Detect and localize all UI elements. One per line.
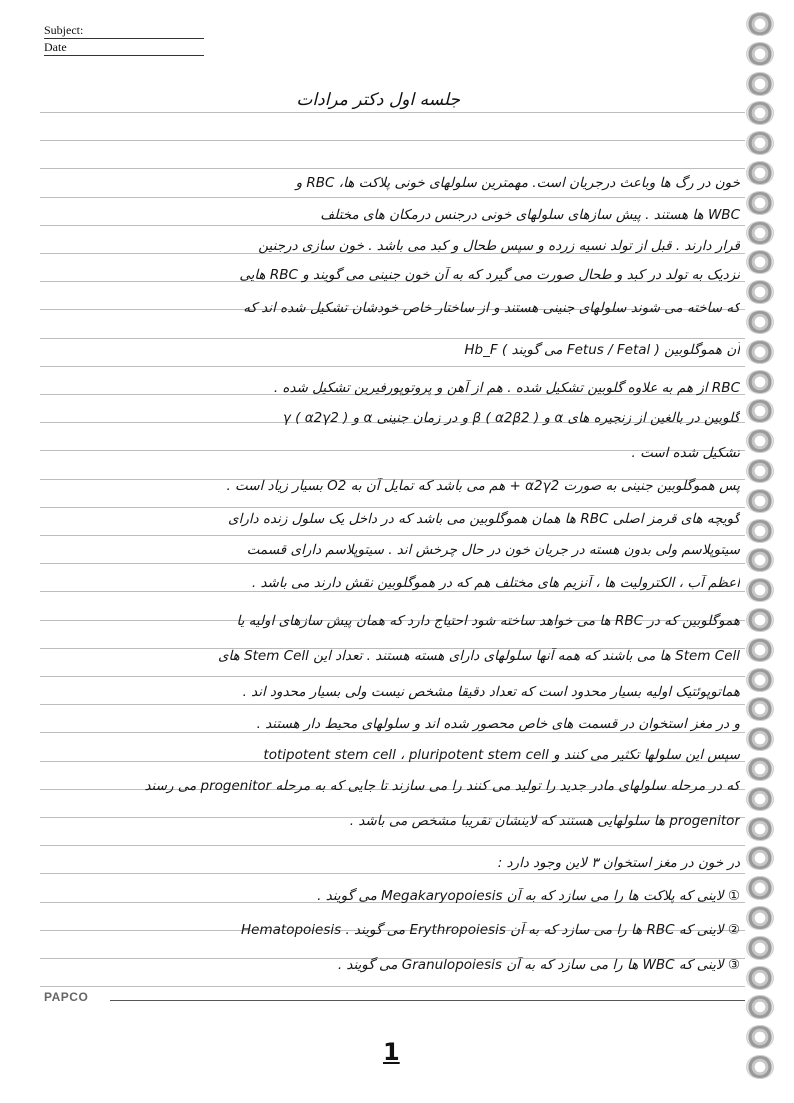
note-line: ② لاینی که RBC ها را می سازد که به آن Erythropoiesis می گویند . Hematopoiesis [241,922,740,938]
ruled-line [40,591,745,592]
binding-ring [746,519,774,543]
note-line: که ساخته می شوند سلولهای جنینی هستند و از ساختار خاص خودشان تشکیل شده اند که [243,300,740,316]
binding-ring [746,429,774,453]
note-line: RBC از هم به علاوه گلوبین تشکیل شده . هم از آهن و پروتوپورفیرین تشکیل شده . [273,380,740,396]
binding-ring [746,310,774,334]
binding-ring [746,221,774,245]
binding-ring [746,340,774,364]
note-line: سیتوپلاسم ولی بدون هسته در جریان خون در حال چرخش اند . سیتوپلاسم دارای قسمت [246,542,740,558]
note-line: پس هموگلوبین جنینی به صورت α2γ2 + هم می باشد که تمایل آن به O2 بسیار زیاد است . [226,478,740,494]
note-line: که در مرحله سلولهای مادر جدید را تولید می کنند را می سازند تا جایی که به مرحله progenitor می رسند [144,778,740,794]
binding-ring [746,846,774,870]
ruled-line [40,366,745,367]
ruled-line [40,563,745,564]
binding-ring [746,131,774,155]
binding-ring [746,787,774,811]
binding-ring [746,995,774,1019]
binding-ring [746,42,774,66]
binding-ring [746,876,774,900]
note-line: نزدیک به تولد در کبد و طحال صورت می گیرد که به آن خون جنینی می گویند و RBC هایی [239,267,740,283]
binding-ring [746,757,774,781]
date-field [44,39,204,56]
binding-ring [746,250,774,274]
note-line: گویچه های قرمز اصلی RBC ها همان هموگلوبین می باشد که در داخل یک سلول زنده دارای [228,511,740,527]
papco-logo: PAPCO [44,990,89,1004]
note-line: تشکیل شده است . [631,445,740,461]
binding-ring [746,906,774,930]
binding-ring [746,1025,774,1049]
note-line: سپس این سلولها تکثیر می کنند و totipotent stem cell ، pluripotent stem cell [263,747,740,763]
date-label: Date [44,40,67,54]
page-number: 1 [383,1038,400,1066]
subject-field [44,22,204,39]
binding-ring [746,399,774,423]
binding-ring [746,72,774,96]
note-line: Stem Cell ها می باشند که همه آنها سلولهای دارای هسته هستند . تعداد این Stem Cell های [217,648,740,664]
ruled-line [40,873,745,874]
ruled-line [40,732,745,733]
note-line: ① لاینی که پلاکت ها را می سازد که به آن Megakaryopoiesis می گویند . [317,888,740,904]
binding-ring [746,12,774,36]
binding-ring [746,191,774,215]
binding-ring [746,608,774,632]
binding-ring [746,161,774,185]
subject-label: Subject: [44,23,84,37]
binding-ring [746,459,774,483]
binding-ring [746,668,774,692]
note-line: گلوبین در بالغین از زنجیره های α و β ( α2β2 ) و در زمان جنینی α و γ ( α2γ2 ) [282,410,740,426]
binding-ring [746,489,774,513]
binding-ring [746,817,774,841]
note-line: ③ لاینی که WBC ها را می سازد که به آن Granulopoiesis می گویند . [337,957,740,973]
binding-ring [746,370,774,394]
ruled-line [40,986,745,987]
note-line: خون در رگ ها وباعث درجریان است. مهمترین سلولهای خونی پلاکت ها، RBC و [295,175,740,191]
ruled-line [40,507,745,508]
note-line: هموگلوبین که در RBC ها می خواهد ساخته شود احتیاج دارد که همان پیش سازهای اولیه یا [236,613,740,629]
note-line: اعظم آب ، الکترولیت ها ، آنزیم های مختلف هم که در هموگلوبین نقش دارند می باشد . [251,575,740,591]
ruled-line [40,704,745,705]
note-line: و در مغز استخوان در قسمت های خاص محصور شده اند و سلولهای محیط دار هستند . [256,716,740,732]
note-line: WBC ها هستند . پیش سازهای سلولهای خونی درجنس درمکان های مختلف [320,207,740,223]
binding-ring [746,936,774,960]
binding-ring [746,280,774,304]
ruled-line [40,676,745,677]
page-title: جلسه اول دکتر مرادات [296,90,460,110]
page-header [44,22,204,56]
note-line: progenitor ها سلولهایی هستند که لاینشان تقریبا مشخص می باشد . [349,813,740,829]
binding-ring [746,966,774,990]
ruled-line [40,845,745,846]
binding-ring [746,101,774,125]
ruled-line [40,225,745,226]
ruled-line [40,338,745,339]
note-line: آن هموگلوبین ( Fetus / Fetal می گویند ) Hb_F [464,342,740,358]
binding-ring [746,697,774,721]
note-line: هماتوپوئتیک اولیه بسیار محدود است که تعداد دقیقا مشخص نیست ولی بسیار محدود اند . [242,684,740,700]
binding-ring [746,638,774,662]
ruled-line [40,168,745,169]
binding-ring [746,548,774,572]
binding-ring [746,727,774,751]
ruled-line [40,535,745,536]
binding-ring [746,1055,774,1079]
spiral-binding [746,12,776,1092]
binding-ring [746,578,774,602]
ruled-line [40,112,745,113]
note-line: قرار دارند . قبل از تولد نسیه زرده و سپس طحال و کبد می باشد . خون سازی درجنین [258,238,740,254]
note-line: در خون در مغز استخوان ۳ لاین وجود دارد : [497,855,740,871]
footer-divider [110,1000,745,1001]
ruled-line [40,197,745,198]
ruled-line [40,140,745,141]
